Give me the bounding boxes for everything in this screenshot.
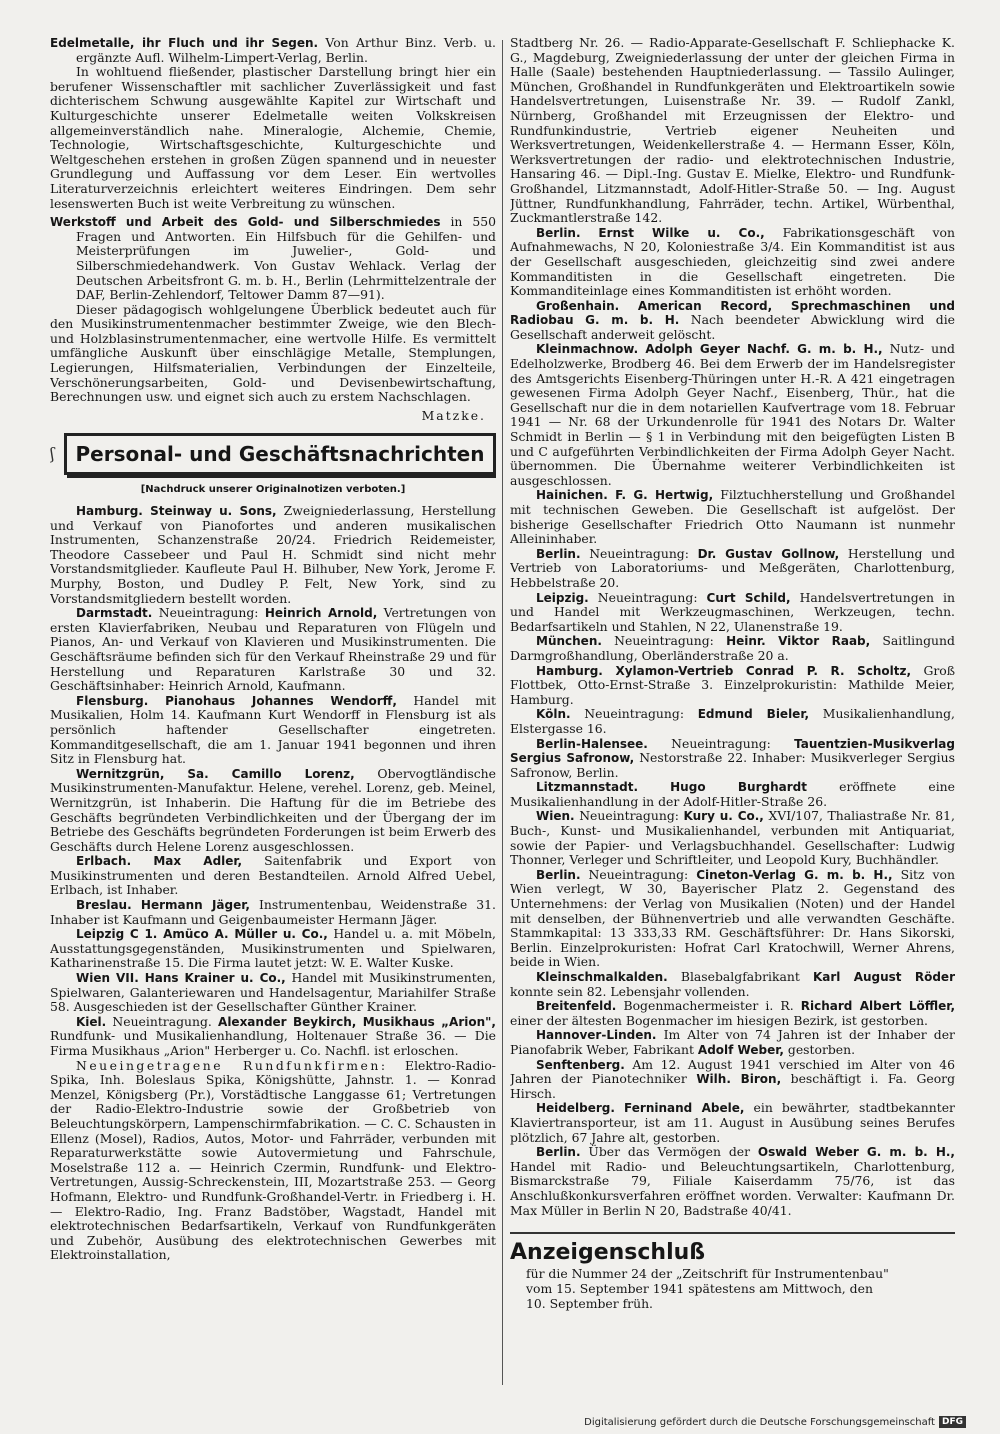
footer-text: Digitalisierung gefördert durch die Deutsche Forschungsgemeinschaft <box>584 1416 935 1428</box>
digitization-footer <box>584 1416 966 1428</box>
book-review-1: Edelmetalle, ihr Fluch und ihr Segen. Von Arthur Binz. Verb. u. ergänzte Aufl. Wilhelm-Limpert-Verlag, Berlin. <box>50 36 496 65</box>
news-item: Flensburg. Pianohaus Johannes Wendorff, Handel mit Musikalien, Holm 14. Kaufmann Kurt Wendorff in Flensburg ist als persönlich haftender Gesellschafter eingetreten. Kommanditgesellschaft, die am 1. Januar 1941 begonnen und ihren Sitz in Flensburg hat. <box>50 692 496 767</box>
reprint-note: [Nachdruck unserer Originalnotizen verboten.] <box>140 484 406 496</box>
ad-line: vom 15. September 1941 spätestens am Mittwoch, den <box>526 1281 873 1297</box>
news-item: Breitenfeld. Bogenmachermeister i. R. Richard Albert Löffler, einer der ältesten Bogenmacher im hiesigen Bezirk, ist gestorben. <box>510 998 955 1028</box>
section-header <box>50 433 496 475</box>
news-item: Stadtberg Nr. 26. — Radio-Apparate-Gesellschaft F. Schliephacke K. G., Magdeburg, Zweigniederlassung der unter der gleichen Firma in Halle (Saale) bestehenden Hauptniederlassung. — Tassilo Aulinger, München, Großhandel in Rundfunkgeräten und Elektroartikeln sowie Handelsvertretungen, Luisenstraße Nr. 39. — Rudolf Zankl, Nürnberg, Großhandel mit Erzeugnissen der Elektro- und Rundfunkindustrie, Vertrieb eigener Neuheiten und Werksvertretungen, Weidenkellerstraße 4. — Hermann Esser, Köln, Werksvertretungen der radio- und elektrotechnischen Industrie, Hansaring 46. — Dipl.-Ing. Gustav E. Mielke, Elektro- und Rundfunk-Großhandel, Litzmannstadt, Adolf-Hitler-Straße 50. — Ing. August Jüttner, Rundfunkhandlung, Fahrräder, techn. Artikel, Würbenthal, Zuckmantlerstraße 142. <box>510 36 955 226</box>
news-item: Berlin-Halensee. Neueintragung: Tauentzien-Musikverlag Sergius Safronow, Nestorstraße 22. Inhaber: Musikverleger Sergius Safronow, Berlin. <box>510 735 955 780</box>
news-item: Leipzig C 1. Amüco A. Müller u. Co., Handel u. a. mit Möbeln, Ausstattungsgegenständen, Musikinstrumenten und Spielwaren, Katharinenstraße 15. Die Firma lautet jetzt: W. E. Walter Kuske. <box>50 926 496 971</box>
news-item: Wernitzgrün, Sa. Camillo Lorenz, Obervogtländische Musikinstrumenten-Manufaktur. Helene, verehel. Lorenz, geb. Meinel, Wernitzgrün, ist Inhaberin. Die Haftung für die im Betriebe des Geschäfts begründeten Verbindlichkeiten und der Übergang der im Betriebe des Geschäfts begründeten Forderungen ist beim Erwerb des Geschäfts durch Helene Lorenz ausgeschlossen. <box>50 765 496 854</box>
news-item: Hamburg. Steinway u. Sons, Zweigniederlassung, Herstellung und Verkauf von Pianofortes und anderen musikalischen Instrumenten, Schanzenstraße 20/24. Friedrich Reidemeister, Theodore Cassebeer und Paul H. Schmidt sind nicht mehr Vorstandsmitglieder. Kaufleute Paul H. Bilhuber, New York, Jerome F. Murphy, Boston, und Dudley P. Felt, New York, sind zu Vorstandsmitgliedern bestellt worden. <box>50 503 496 606</box>
news-item: Kiel. Neueintragung. Alexander Beykirch, Musikhaus „Arion", Rundfunk- und Musikalienhandlung, Holtenauer Straße 36. — Die Firma Musikhaus „Arion" Herberger u. Co. Nachfl. ist erloschen. <box>50 1013 496 1058</box>
news-item: Berlin. Ernst Wilke u. Co., Fabrikationsgeschäft von Aufnahmewachs, N 20, Koloniestraße 3/4. Ein Kommanditist ist aus der Gesellschaft ausgeschieden, gleichzeitig sind zwei andere Kommanditisten in die Gesellschaft eingetreten. Die Kommanditeinlage eines Kommanditisten ist erhöht worden. <box>510 224 955 299</box>
news-item: Wien VII. Hans Krainer u. Co., Handel mit Musikinstrumenten, Spielwaren, Galanteriewaren und Handelsagentur, Mariahilfer Straße 58. Ausgeschieden ist der Gesellschafter Günther Krainer. <box>50 970 496 1015</box>
news-item: Leipzig. Neueintragung: Curt Schild, Handelsvertretungen in und Handel mit Werkzeugmaschinen, Werkzeugen, techn. Bedarfsartikeln und Stahlen, N 22, Ulanenstraße 19. <box>510 589 955 634</box>
review-signature: Matzke. <box>421 407 486 423</box>
book-review-1-body: In wohltuend fließender, plastischer Darstellung bringt hier ein berufener Wissenschaftler mit sachlicher Zuverlässigkeit und fast dichterischem Schwung ausgewählte Kapitel zur Wirtschaft und Kulturgeschichte unserer Edelmetalle weiten Volkskreisen allgemeinverständlich nahe. Mineralogie, Alchemie, Chemie, Technologie, Wirtschaftsgeschichte, Kulturgeschichte und Weltgeschehen erstehen in großen Zügen spannend und in neuester Grundlegung und Auffassung vor dem Leser. Ein wertvolles Literaturverzeichnis erleichtert weiteres Eindringen. Dem sehr lesenswerten Buch ist weite Verbreitung zu wünschen. <box>50 64 496 211</box>
news-item: Hannover-Linden. Im Alter von 74 Jahren ist der Inhaber der Pianofabrik Weber, Fabrikant Adolf Weber, gestorben. <box>510 1027 955 1057</box>
news-item: Senftenberg. Am 12. August 1941 verschied im Alter von 46 Jahren der Pianotechniker Wilh. Biron, beschäftigt i. Fa. Georg Hirsch. <box>510 1056 955 1101</box>
news-item: Litzmannstadt. Hugo Burghardt eröffnete eine Musikalienhandlung in der Adolf-Hitler-Straße 26. <box>510 779 955 809</box>
news-item: Berlin. Neueintragung: Dr. Gustav Gollnow, Herstellung und Vertrieb von Laboratoriums- und Meßgeräten, Charlottenburg, Hebbelstraße 20. <box>510 545 955 590</box>
dfg-logo: DFG <box>939 1416 966 1428</box>
news-item: Hainichen. F. G. Hertwig, Filztuchherstellung und Großhandel mit technischen Geweben. Die Gesellschaft ist aufgelöst. Der bisherige Gesellschafter Friedrich Otto Naumann ist nunmehr Alleininhaber. <box>510 487 955 547</box>
news-item: Hamburg. Xylamon-Vertrieb Conrad P. R. Scholtz, Groß Flottbek, Otto-Ernst-Straße 3. Einzelprokuristin: Mathilde Meier, Hamburg. <box>510 662 955 707</box>
news-item: Berlin. Neueintragung: Cineton-Verlag G. m. b. H., Sitz von Wien verlegt, W 30, Bayerischer Platz 2. Gegenstand des Unternehmens: der Verlag von Musikalien (Noten) und der Handel mit denselben, der Bühnenvertrieb und alle verwandten Geschäfte. Stammkapital: 13 333,33 RM. Geschäftsführer: Dr. Hans Sikorski, Berlin. Einzelprokuristen: Hofrat Carl Kratochwill, Werner Ahrens, beide in Wien. <box>510 866 955 970</box>
news-item: Heidelberg. Ferninand Abele, ein bewährter, stadtbekannter Klaviertransporteur, ist am 11. August in Ausübung seines Berufes plötzlich, 67 Jahre alt, gestorben. <box>510 1100 955 1145</box>
news-item: Breslau. Hermann Jäger, Instrumentenbau, Weidenstraße 31. Inhaber ist Kaufmann und Geigenbaumeister Hermann Jäger. <box>50 897 496 927</box>
book-review-2: Werkstoff und Arbeit des Gold- und Silberschmiedes in 550 Fragen und Antworten. Ein Hilfsbuch für die Gehilfen- und Meisterprüfungen im Juwelier-, Gold- und Silberschmiedehandwerk. Von Gustav Wehlack. Verlag der Deutschen Arbeitsfront G. m. b. H., Berlin (Lehrmittelzentrale der DAF, Berlin-Zehlendorf, Teltower Damm 87—91). <box>50 214 496 303</box>
news-item: Kleinschmalkalden. Blasebalgfabrikant Karl August Röder konnte sein 82. Lebensjahr vollenden. <box>510 969 955 999</box>
margin-mark-icon: ʃ <box>50 444 55 464</box>
news-item: Köln. Neueintragung: Edmund Bieler, Musikalienhandlung, Elstergasse 16. <box>510 706 955 736</box>
advertisement-deadline <box>510 1232 955 1311</box>
news-item: Wien. Neueintragung: Kury u. Co., XVI/107, Thaliastraße Nr. 81, Buch-, Kunst- und Musikalienhandel, verbunden mit Antiquariat, sowie der Papier- und Verlagsbuchhandel. Gesellschafter: Ludwig Thonner, Verleger und Schriftleiter, und Leopold Kury, Buchhändler. <box>510 808 955 868</box>
news-item: Kleinmachnow. Adolph Geyer Nachf. G. m. b. H., Nutz- und Edelholzwerke, Brodberg 46. Bei dem Erwerb der im Handelsregister des Amtsgerichts Eisenberg-Thüringen unter H.-R. A 421 eingetragen gewesenen Firma Adolph Geyer Nachf., Eisenberg, Thür., hat die Gesellschaft nur die in dem notariellen Kaufvertrage vom 18. Februar 1941 — Nr. 68 der Urkundenrolle für 1941 des Notars Dr. Walter Schmidt in Berlin — § 1 in Verbindung mit den beigefügten Listen B und C aufgeführten Verbindlichkeiten der Firma Adolph Geyer Nacht. übernommen. Die Übernahme weiterer Verbindlichkeiten ist ausgeschlossen. <box>510 341 955 488</box>
column-divider <box>502 40 503 1385</box>
right-column <box>510 36 955 1386</box>
news-item: Großenhain. American Record, Sprechmaschinen und Radiobau G. m. b. H. Nach beendeter Abwicklung wird die Gesellschaft anderweit gelöscht. <box>510 298 955 342</box>
news-item: Neueingetragene Rundfunkfirmen: Elektro-Radio-Spika, Inh. Boleslaus Spika, Königshütte, Jahnstr. 1. — Konrad Menzel, Königsberg (Pr.), Vorstädtische Langgasse 61; Vertretungen der Radio-Elektro-Industrie sowie der Großbetrieb von Beleuchtungskörpern, Lampenschirmfabrikation. — C. C. Schausten in Ellenz (Mosel), Radios, Autos, Motor- und Fahrräder, verbunden mit Reparaturwerkstätte sowie Autovermietung und Fahrschule, Moselstraße 112 a. — Heinrich Czermin, Rundfunk- und Elektro-Vertretungen, Aussig-Schreckenstein, III, Mozartstraße 253. — Georg Hofmann, Elektro- und Rundfunk-Großhandel-Vertr. in Friedberg i. H. — Elektro-Radio, Ing. Franz Badstöber, Wagstadt, Handel mit elektrotechnischen Bedarfsartikeln, Verkauf von Rundfunkgeräten und Zubehör, Ausübung des elektrotechnischen Gewerbes mit Elektroinstallation, <box>50 1057 496 1263</box>
news-item: Berlin. Über das Vermögen der Oswald Weber G. m. b. H., Handel mit Radio- und Beleuchtungsartikeln, Charlottenburg, Bismarckstraße 79, Filiale Kaiserdamm 75/76, ist das Anschlußkonkursverfahren eröffnet worden. Verwalter: Kaufmann Dr. Max Müller in Berlin N 20, Badstraße 40/41. <box>510 1144 955 1218</box>
ad-line: 10. September früh. <box>526 1296 653 1312</box>
news-item: München. Neueintragung: Heinr. Viktor Raab, Saitlingund Darmgroßhandlung, Oberländerstraße 20 a. <box>510 633 955 663</box>
news-item: Erlbach. Max Adler, Saitenfabrik und Export von Musikinstrumenten und deren Bestandteilen. Arnold Alfred Uebel, Erlbach, ist Inhaber. <box>50 853 496 898</box>
news-item: Darmstadt. Neueintragung: Heinrich Arnold, Vertretungen von ersten Klavierfabriken, Neubau und Reparaturen von Flügeln und Pianos, An- und Verkauf von Klavieren und Musikinstrumenten. Die Geschäftsräume befinden sich für den Verkauf Rheinstraße 29 und für Herstellung und Reparaturen Karlstraße 30 und 32. Geschäftsinhaber: Heinrich Arnold, Kaufmann. <box>50 605 496 694</box>
left-column <box>50 36 496 1386</box>
section-title: Personal- und Geschäftsnachrichten <box>64 433 496 475</box>
ad-line: für die Nummer 24 der „Zeitschrift für Instrumentenbau" <box>526 1266 889 1282</box>
book-review-2-body: Dieser pädagogisch wohlgelungene Überblick bedeutet auch für den Musikinstrumentenmacher bestimmter Zweige, wie den Blech- und Holzblasinstrumentenmacher, eine wertvolle Hilfe. Es vermittelt umfängliche Auskunft über einschlägige Metalle, Stemplungen, Legierungen, Hilfsmaterialien, Verbindungen der Einzelteile, Verschönerungsarbeiten, Gold- und Devisenbewirtschaftung, Berechnungen usw. und eignet sich auch zu erstem Nachschlagen. <box>50 301 496 405</box>
ad-title: Anzeigenschluß <box>510 1240 706 1266</box>
